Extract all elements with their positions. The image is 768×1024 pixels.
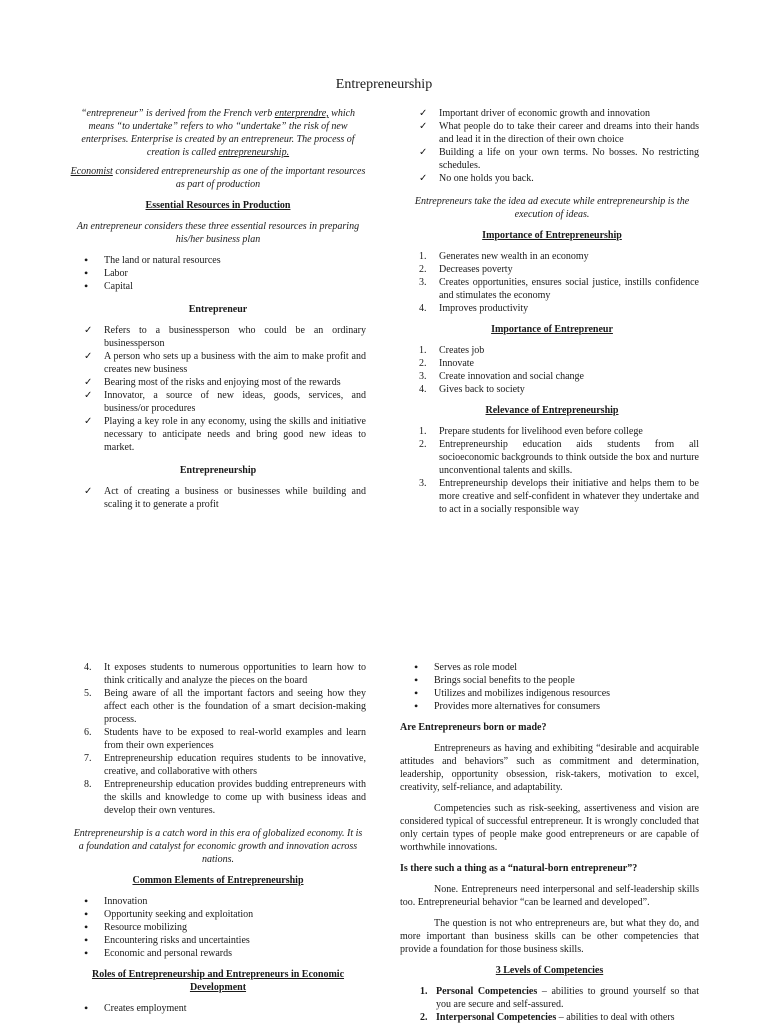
born-paragraph-2: Competencies such as risk-seeking, assertiveness and vision are considered typical of successful entrepreneur. It is wrongly concluded that only certain types of people make good entrepreneurs or are capable of worthwhile innovations.: [400, 803, 699, 853]
list-item: 1. Prepare students for livelihood even before college: [419, 426, 643, 437]
document-title: Entrepreneurship: [335, 77, 433, 92]
levels-heading: 3 Levels of Competencies: [495, 965, 604, 976]
natural-born-heading: Is there such a thing as a “natural-born entrepreneur”?: [400, 863, 638, 874]
checkmark-icon: ✓: [419, 147, 428, 158]
checkmark-icon: ✓: [84, 486, 93, 497]
bullet-icon: •: [84, 907, 89, 921]
intro-paragraph: “entrepreneur” is derived from the French verb enterprendre, which means “to undertake” refers to who “undertake” the risk of new enterprises. Enterprise is created by an entrepreneur. The process of creation is called entrepreneurship.: [80, 108, 356, 158]
list-item: • Capital: [84, 279, 133, 293]
list-item: 3. Creates opportunities, ensures social justice, instills confidence and stimulates the economy: [419, 277, 699, 301]
economist-term: Economist: [70, 166, 113, 177]
page1-left-column: [70, 107, 366, 511]
entrepreneur-list: [70, 324, 366, 454]
list-item: • Provides more alternatives for consumers: [414, 699, 601, 713]
list-item: 6. Students have to be exposed to real-world examples and learn from their own experiences: [84, 727, 366, 751]
common-elements-list: [70, 895, 366, 960]
list-item: 2. Innovate: [419, 358, 474, 369]
list-item: • Serves as role model: [414, 660, 518, 674]
list-item: • Brings social benefits to the people: [414, 673, 575, 687]
list-item: • Encountering risks and uncertainties: [84, 933, 250, 947]
list-item: 1. Generates new wealth in an economy: [419, 251, 589, 262]
catchword-paragraph: Entrepreneurship is a catch word in this era of globalized economy. It is a foundation and catalyst for economic growth and innovation across nations.: [73, 828, 363, 865]
list-item: • Creates employment: [84, 1001, 187, 1015]
list-item: ✓ Act of creating a business or businesses while building and scaling it to generate a profit: [84, 486, 366, 510]
list-item: 7. Entrepreneurship education requires students to be innovative, creative, and collaborative with others: [84, 753, 366, 777]
bullet-icon: •: [84, 1001, 89, 1015]
levels-list: [400, 985, 699, 1024]
bullet-icon: •: [84, 933, 89, 947]
list-item: 1. Personal Competencies – abilities to ground yourself so that you are secure and self-assured.: [420, 986, 699, 1010]
importance-entrepreneurship-heading: Importance of Entrepreneurship: [482, 230, 622, 241]
bullet-icon: •: [414, 686, 419, 700]
relevance-list-continued: [70, 661, 366, 817]
list-item: ✓ Innovator, a source of new ideas, goods, services, and business/or procedures: [84, 390, 366, 414]
list-item: • The land or natural resources: [84, 253, 221, 267]
born-paragraph-1: Entrepreneurs as having and exhibiting “desirable and acquirable attitudes and behaviors” such as commitment and determination, leadership, opportunity obsession, risk-takers, motivation to excel, creativity, self-reliance, and adaptability.: [400, 743, 699, 793]
resources-list: [70, 254, 366, 293]
driver-list: [405, 107, 699, 185]
bullet-icon: •: [414, 673, 419, 687]
list-item: 2. Decreases poverty: [419, 264, 513, 275]
list-item: ✓ No one holds you back.: [419, 173, 534, 184]
list-item: 4. Gives back to society: [419, 384, 525, 395]
checkmark-icon: ✓: [84, 351, 93, 362]
roles-list-continued: [400, 661, 699, 713]
execute-paragraph: Entrepreneurs take the idea ad execute while entrepreneurship is the execution of ideas.: [414, 196, 690, 220]
bullet-icon: •: [84, 253, 89, 267]
entrepreneurship-list: [70, 485, 366, 511]
economist-paragraph: Economist considered entrepreneurship as one of the important resources as part of production: [70, 166, 366, 190]
relevance-heading: Relevance of Entrepreneurship: [485, 405, 619, 416]
list-item: ✓ Bearing most of the risks and enjoying most of the rewards: [84, 377, 341, 388]
checkmark-icon: ✓: [419, 108, 428, 119]
born-or-made-heading: Are Entrepreneurs born or made?: [400, 722, 547, 733]
list-item: ✓ Important driver of economic growth and innovation: [419, 108, 651, 119]
page1-right-column: [405, 107, 699, 516]
importance-entrepreneur-list: [405, 344, 699, 396]
bullet-icon: •: [84, 266, 89, 280]
natural-paragraph-2: The question is not who entrepreneurs are, but what they do, and more important than business skills can be other competencies that provide a foundation for those business skills.: [400, 918, 699, 955]
enterprendre-term: enterprendre,: [274, 108, 329, 119]
roles-list: [70, 1002, 366, 1015]
bullet-icon: •: [84, 946, 89, 960]
bullet-icon: •: [414, 660, 419, 674]
list-item: 8. Entrepreneurship education provides budding entrepreneurs with the skills and knowledge to come up with business ideas and develop their own ventures.: [84, 779, 366, 816]
page2-left-column: [70, 661, 366, 1015]
list-item: 5. Being aware of all the important factors and seeing how they affect each other is the foundation of a smart decision-making process.: [84, 688, 366, 725]
list-item: 4. It exposes students to numerous opportunities to learn how to think critically and analyze the pieces on the board: [84, 662, 366, 686]
resources-heading: Essential Resources in Production: [145, 200, 291, 211]
list-item: • Labor: [84, 266, 128, 280]
list-item: 2. Entrepreneurship education aids students from all socioeconomic backgrounds to think outside the box and nurture unconventional talents and skills.: [419, 439, 699, 476]
bullet-icon: •: [84, 279, 89, 293]
list-item: ✓ Building a life on your own terms. No bosses. No restricting schedules.: [419, 147, 699, 171]
bullet-icon: •: [84, 894, 89, 908]
list-item: 2. Interpersonal Competencies – abilities to deal with others: [420, 1012, 675, 1023]
natural-paragraph-1: None. Entrepreneurs need interpersonal and self-leadership skills too. Entrepreneurial behavior “can be learned and developed”.: [400, 884, 699, 908]
list-item: 4. Improves productivity: [419, 303, 529, 314]
list-item: ✓ Playing a key role in any economy, using the skills and initiative necessary to anticipate needs and bring good new ideas to market.: [84, 416, 366, 453]
list-item: • Resource mobilizing: [84, 920, 188, 934]
resources-intro: An entrepreneur considers these three essential resources in preparing his/her business plan: [76, 221, 360, 245]
roles-heading: Roles of Entrepreneurship and Entrepreneurs in Economic Development: [91, 969, 345, 993]
list-item: ✓ A person who sets up a business with the aim to make profit and creates new business: [84, 351, 366, 375]
checkmark-icon: ✓: [419, 173, 428, 184]
checkmark-icon: ✓: [84, 377, 93, 388]
list-item: ✓ What people do to take their career and dreams into their hands and lead it in the direction of their own choice: [419, 121, 699, 145]
importance-entrepreneurship-list: [405, 250, 699, 315]
bullet-icon: •: [414, 699, 419, 713]
checkmark-icon: ✓: [84, 325, 93, 336]
checkmark-icon: ✓: [84, 390, 93, 401]
entrepreneurship-heading: Entrepreneurship: [179, 465, 257, 476]
checkmark-icon: ✓: [84, 416, 93, 427]
relevance-list: [405, 425, 699, 516]
list-item: ✓ Refers to a businessperson who could be an ordinary businessperson: [84, 325, 366, 349]
checkmark-icon: ✓: [419, 121, 428, 132]
list-item: 3. Entrepreneurship develops their initiative and helps them to be more creative and self-confident in whatever they undertake and to act in a socially responsible way: [419, 478, 699, 515]
common-elements-heading: Common Elements of Entrepreneurship: [132, 875, 304, 886]
importance-entrepreneur-heading: Importance of Entrepreneur: [491, 324, 613, 335]
entrepreneur-heading: Entrepreneur: [188, 304, 248, 315]
list-item: • Utilizes and mobilizes indigenous resources: [414, 686, 611, 700]
list-item: • Innovation: [84, 894, 148, 908]
list-item: • Economic and personal rewards: [84, 946, 233, 960]
bullet-icon: •: [84, 920, 89, 934]
page2-right-column: [400, 661, 699, 1024]
list-item: • Opportunity seeking and exploitation: [84, 907, 254, 921]
list-item: 1. Creates job: [419, 345, 485, 356]
entrepreneurship-term: entrepreneurship.: [218, 147, 290, 158]
list-item: 3. Create innovation and social change: [419, 371, 584, 382]
